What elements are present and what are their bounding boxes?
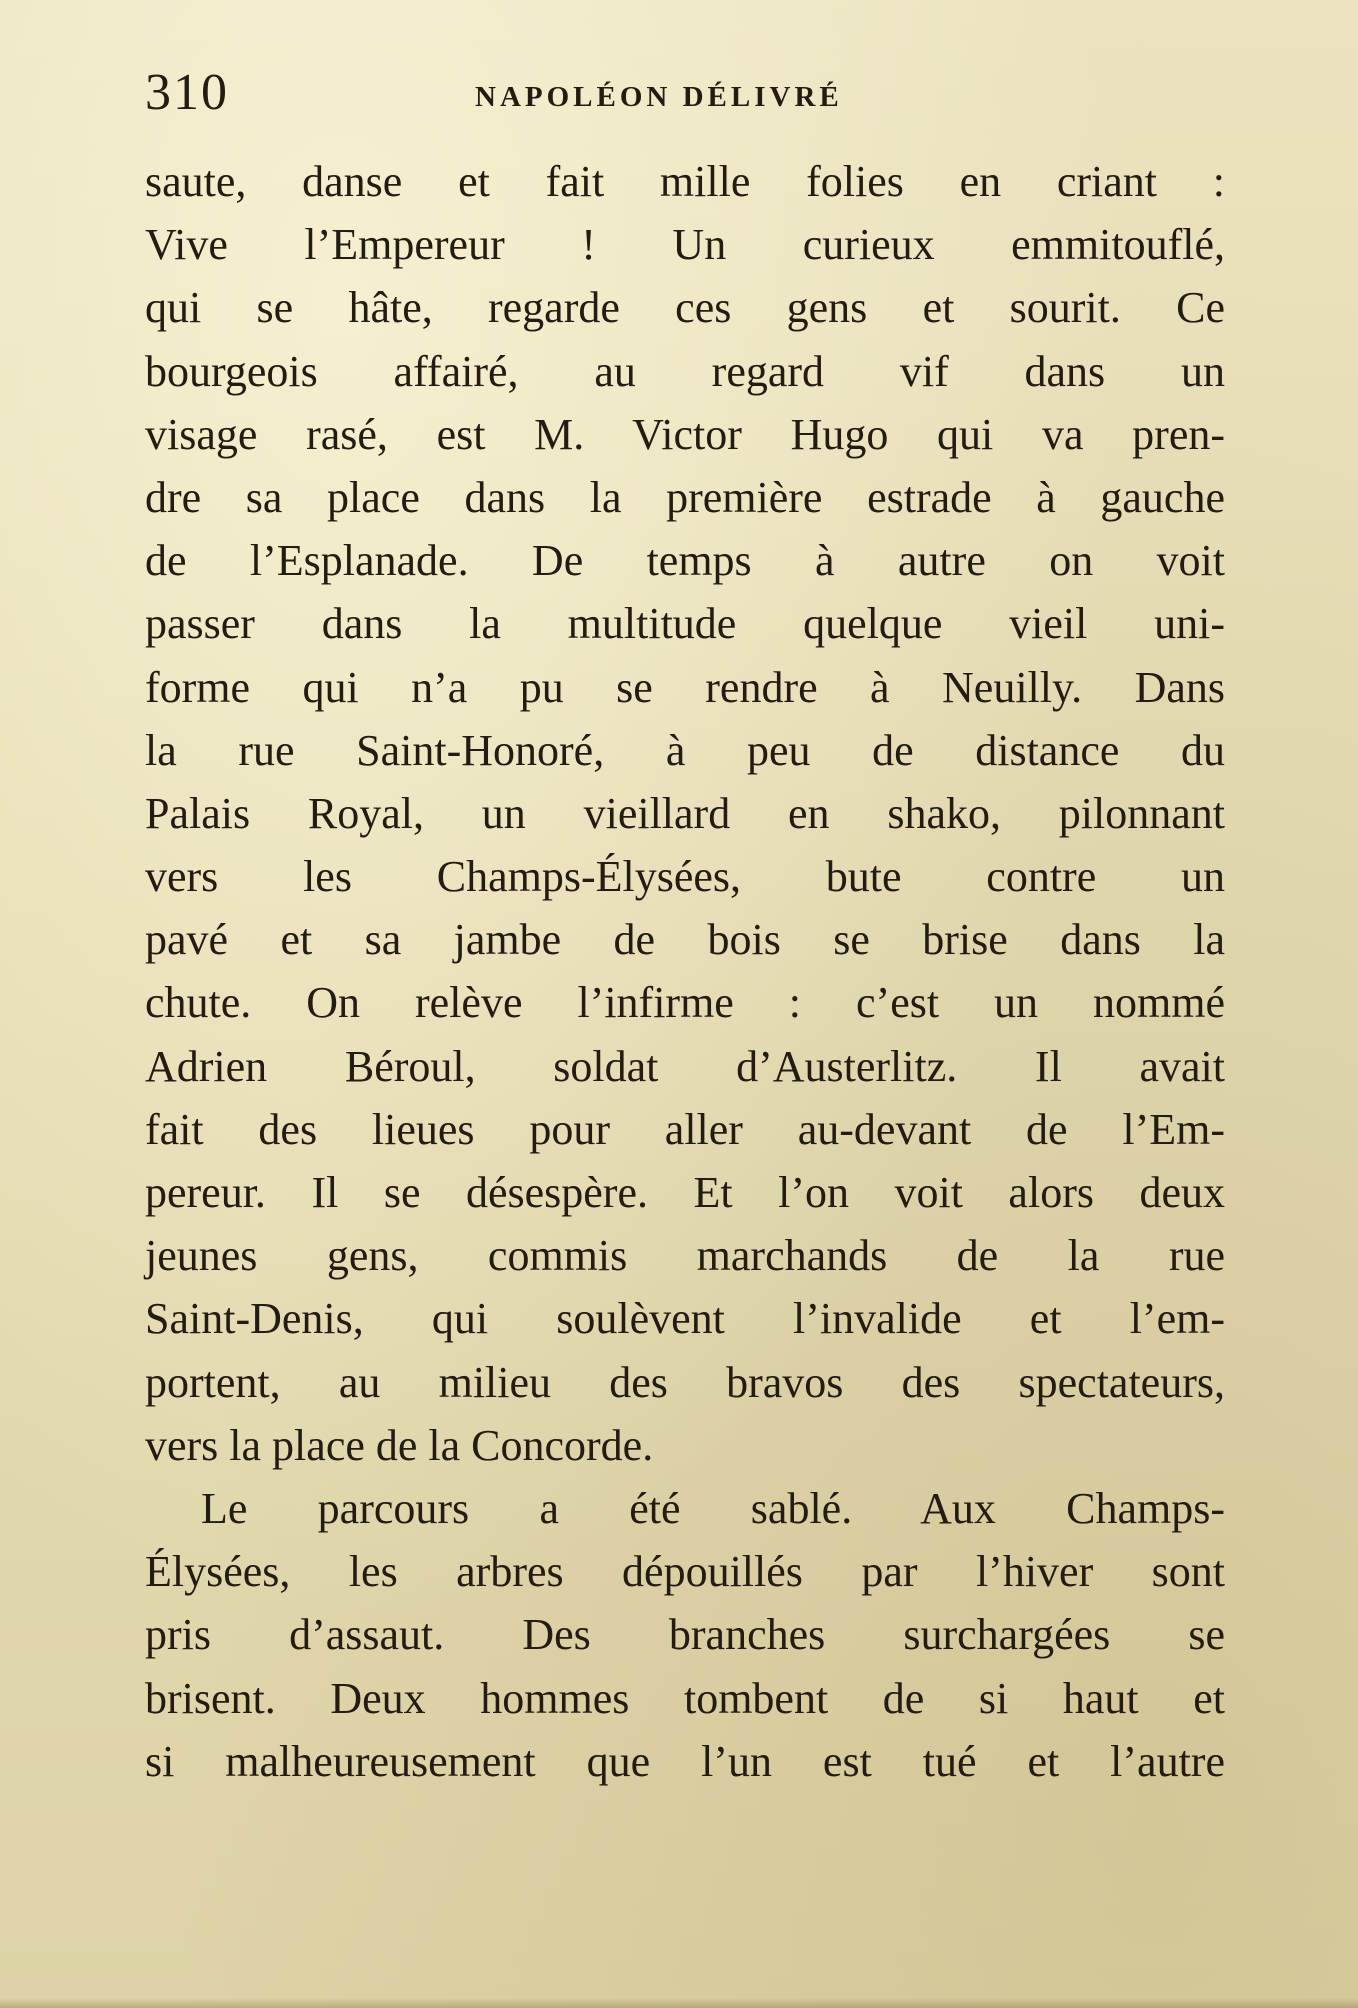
text-line: pavé et sa jambe de bois se brise dans la: [145, 915, 1225, 965]
running-head: [145, 58, 1225, 128]
text-line: dre sa place dans la première estrade à gauche: [145, 472, 1225, 522]
running-title: NAPOLÉON DÉLIVRÉ: [475, 81, 843, 113]
text-line: Vive l’Empereur ! Un curieux emmitouflé,: [145, 220, 1225, 270]
text-line: saute, danse et fait mille folies en criant :: [145, 157, 1225, 206]
text-line: chute. On relève l’infirme : c’est un nommé: [145, 978, 1225, 1028]
page-number: 310: [145, 64, 229, 121]
text-line: bourgeois affairé, au regard vif dans un: [145, 346, 1225, 396]
text-line: Palais Royal, un vieillard en shako, pilonnant: [145, 788, 1225, 838]
text-line: visage rasé, est M. Victor Hugo qui va pren-: [145, 409, 1225, 459]
text-line: brisent. Deux hommes tombent de si haut et: [145, 1673, 1225, 1723]
text-line: Adrien Béroul, soldat d’Austerlitz. Il avait: [145, 1041, 1225, 1091]
text-line: fait des lieues pour aller au-devant de l’Em-: [145, 1104, 1225, 1154]
text-line: si malheureusement que l’un est tué et l’autre: [145, 1736, 1225, 1786]
text-line: pereur. Il se désespère. Et l’on voit alors deux: [145, 1168, 1225, 1217]
text-line: de l’Esplanade. De temps à autre on voit: [145, 536, 1225, 586]
text-line: Élysées, les arbres dépouillés par l’hiver sont: [145, 1547, 1225, 1597]
text-line: qui se hâte, regarde ces gens et sourit. Ce: [145, 283, 1225, 333]
text-line: pris d’assaut. Des branches surchargées se: [145, 1610, 1225, 1660]
text-line: portent, au milieu des bravos des spectateurs,: [145, 1357, 1225, 1407]
page-bottom-shadow: [0, 1998, 1358, 2008]
text-line: Saint-Denis, qui soulèvent l’invalide et l’em-: [145, 1294, 1225, 1344]
text-line: jeunes gens, commis marchands de la rue: [145, 1231, 1225, 1281]
text-line: vers les Champs-Élysées, bute contre un: [145, 852, 1225, 902]
paragraph-end-line: vers la place de la Concorde.: [145, 1420, 654, 1470]
text-line: passer dans la multitude quelque vieil uni-: [145, 599, 1225, 649]
text-line: la rue Saint-Honoré, à peu de distance du: [145, 725, 1225, 775]
text-line: forme qui n’a pu se rendre à Neuilly. Dans: [145, 662, 1225, 712]
paragraph-first-line: Le parcours a été sablé. Aux Champs-: [201, 1483, 1225, 1533]
body-text: [145, 150, 1225, 1793]
